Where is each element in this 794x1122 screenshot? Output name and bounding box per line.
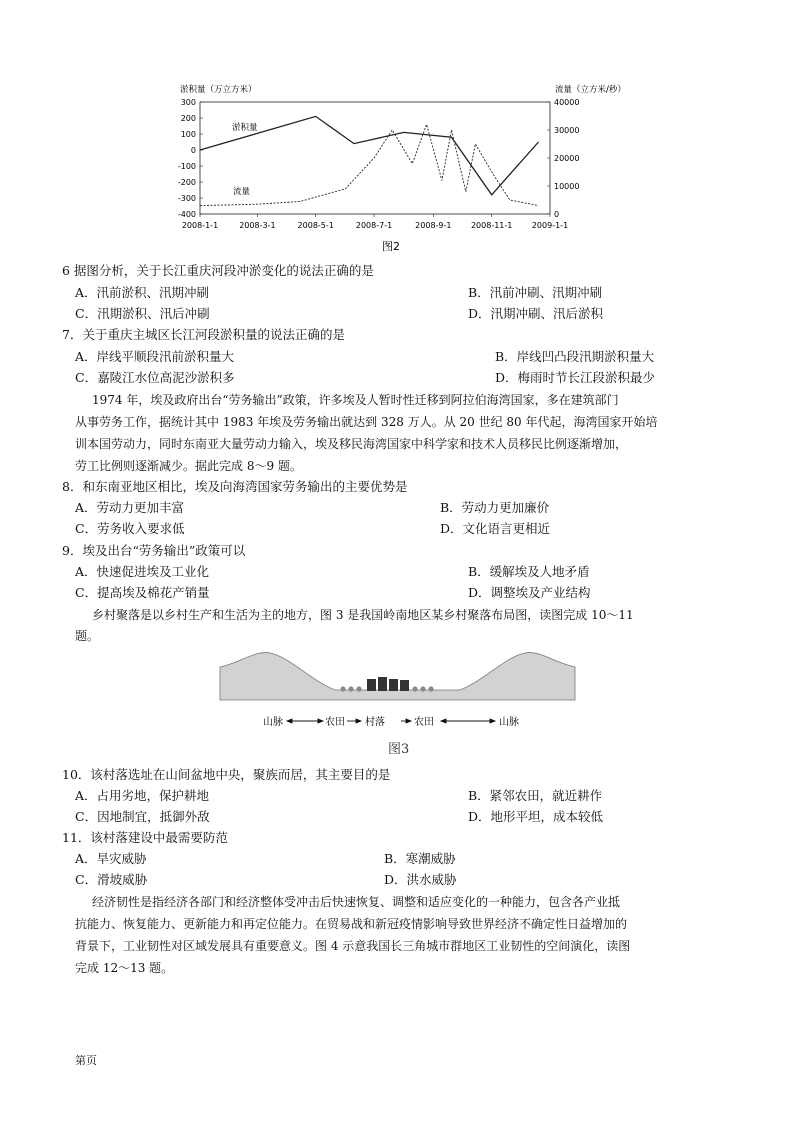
q7-option-d: D．梅雨时节长江段淤积最少 (495, 370, 656, 385)
q6-stem: 6 据图分析，关于长江重庆河段冲淤变化的说法正确的是 (62, 263, 374, 278)
left-tick-label: 100 (180, 130, 196, 139)
passage1-line2: 从事劳务工作，据统计其中 1983 年埃及劳务输出就达到 328 万人。从 20 世纪 80 年代起，海湾国家开始培 (75, 415, 658, 429)
x-tick-label: 2009-1-1 (531, 221, 569, 230)
page-footer: 第页 (75, 1054, 97, 1067)
q8-option-b: B．劳动力更加廉价 (440, 500, 550, 515)
x-tick-label: 2008-11-1 (470, 221, 513, 230)
left-tick-label: 200 (180, 114, 196, 123)
q10-option-c: C．因地制宜，抵御外敌 (75, 809, 210, 824)
label-village: 村落 (365, 717, 385, 728)
right-tick-label: 10000 (554, 182, 580, 191)
q11-option-a: A．旱灾威胁 (75, 851, 147, 866)
q9-option-d: D．调整埃及产业结构 (468, 585, 591, 600)
plot-frame (200, 102, 550, 214)
x-tick-label: 2008-7-1 (355, 221, 393, 230)
q7-option-c: C．嘉陵江水位高泥沙淤积多 (75, 370, 235, 385)
figure3-diagram (215, 645, 580, 735)
q6-option-c: C．汛期淤积、汛后冲刷 (75, 306, 210, 321)
sediment-series-label: 淤积量 (232, 123, 258, 133)
left-tick-label: 0 (190, 146, 196, 155)
q9-option-b: B．缓解埃及人地矛盾 (468, 564, 590, 579)
x-tick-label: 2008-3-1 (239, 221, 276, 230)
passage2-line2: 题。 (75, 629, 100, 643)
q9-stem: 9．埃及出台“劳务输出”政策可以 (62, 543, 246, 558)
right-tick-label: 40000 (554, 98, 580, 107)
right-tick-label: 0 (554, 210, 560, 219)
x-tick-label: 2008-1-1 (181, 221, 219, 230)
q7-option-a: A．岸线平顺段汛前淤积量大 (75, 349, 235, 364)
flow-series-label: 流量 (233, 187, 251, 197)
figure3-caption: 图3 (388, 742, 410, 757)
passage3-line3: 背景下，工业韧性对区域发展具有重要意义。图 4 示意我国长三角城市群地区工业韧性的空间演化，读图 (75, 939, 631, 953)
right-tick-label: 20000 (554, 154, 580, 163)
q11-option-b: B．寒潮威胁 (384, 851, 456, 866)
q10-option-b: B．紧邻农田，就近耕作 (468, 788, 603, 803)
label-mountain-left: 山脉 (263, 717, 283, 728)
farmland-dots-left (340, 686, 361, 691)
x-tick-label: 2008-9-1 (415, 221, 452, 230)
x-axis-ticks (182, 214, 568, 230)
q11-stem: 11．该村落建设中最需要防范 (62, 830, 228, 845)
label-mountain-right: 山脉 (499, 717, 519, 728)
right-axis-label: 流量（立方米/秒） (555, 85, 626, 95)
q8-stem: 8．和东南亚地区相比，埃及向海湾国家劳务输出的主要优势是 (62, 479, 408, 494)
terrain-profile (220, 653, 575, 700)
q9-option-c: C．提高埃及棉花产销量 (75, 585, 210, 600)
left-tick-label: 300 (180, 98, 196, 107)
figure2-chart (170, 80, 626, 253)
left-tick-label: -300 (177, 194, 196, 203)
passage1-line3: 训本国劳动力，同时东南亚大量劳动力输入，埃及移民海湾国家中科学家和技术人员移民比例逐渐增加， (75, 437, 628, 451)
left-axis-ticks (178, 98, 203, 219)
q6-option-b: B．汛前冲刷、汛期冲刷 (468, 285, 603, 300)
q10-option-a: A．占用劣地，保护耕地 (75, 788, 210, 803)
left-tick-label: -100 (177, 162, 196, 171)
right-axis-ticks (547, 98, 579, 219)
q6-option-a: A．汛前淤积、汛期冲刷 (75, 285, 210, 300)
q11-option-d: D．洪水威胁 (384, 872, 457, 887)
passage1-line1: 1974 年，埃及政府出台“劳务输出”政策，许多埃及人暂时性迁移到阿拉伯海湾国家，多在建筑部门 (92, 393, 619, 407)
q10-stem: 10．该村落选址在山间盆地中央，聚族而居，其主要目的是 (62, 767, 391, 782)
left-axis-label: 淤积量（万立方米） (180, 85, 257, 95)
passage2-line1: 乡村聚落是以乡村生产和生活为主的地方，图 3 是我国岭南地区某乡村聚落布局图，读图完成 10～11 (92, 608, 634, 622)
flow-series-line (200, 124, 539, 205)
label-farmland-right: 农田 (414, 717, 434, 728)
q10-option-d: D．地形平坦，成本较低 (468, 809, 604, 824)
right-tick-label: 30000 (554, 126, 580, 135)
left-tick-label: -400 (177, 210, 196, 219)
farmland-dots-right (412, 686, 433, 691)
q11-option-c: C．滑坡威胁 (75, 872, 148, 887)
passage3-line2: 抗能力、恢复能力、更新能力和再定位能力。在贸易战和新冠疫情影响导致世界经济不确定性日益增加的 (75, 917, 628, 931)
left-tick-label: -200 (177, 178, 196, 187)
q8-option-a: A．劳动力更加丰富 (75, 500, 185, 515)
q8-option-d: D．文化语言更相近 (440, 521, 551, 536)
q9-option-a: A．快速促进埃及工业化 (75, 564, 210, 579)
passage3-line4: 完成 12～13 题。 (75, 961, 174, 975)
x-tick-label: 2008-5-1 (297, 221, 334, 230)
passage3-line1: 经济韧性是指经济各部门和经济整体受冲击后快速恢复、调整和适应变化的一种能力，包含各产业抵 (92, 895, 621, 909)
q8-option-c: C．劳务收入要求低 (75, 521, 185, 536)
passage1-line4: 劳工比例则逐渐减少。据此完成 8～9 题。 (75, 459, 302, 473)
figure2-caption: 图2 (382, 240, 400, 253)
q7-option-b: B．岸线凹凸段汛期淤积量大 (495, 349, 655, 364)
q6-option-d: D．汛期冲刷、汛后淤积 (468, 306, 604, 321)
figure3-arrows (287, 719, 495, 723)
q7-stem: 7．关于重庆主城区长江河段淤积量的说法正确的是 (62, 327, 345, 342)
label-farmland-left: 农田 (325, 717, 345, 728)
village-buildings (367, 677, 409, 691)
